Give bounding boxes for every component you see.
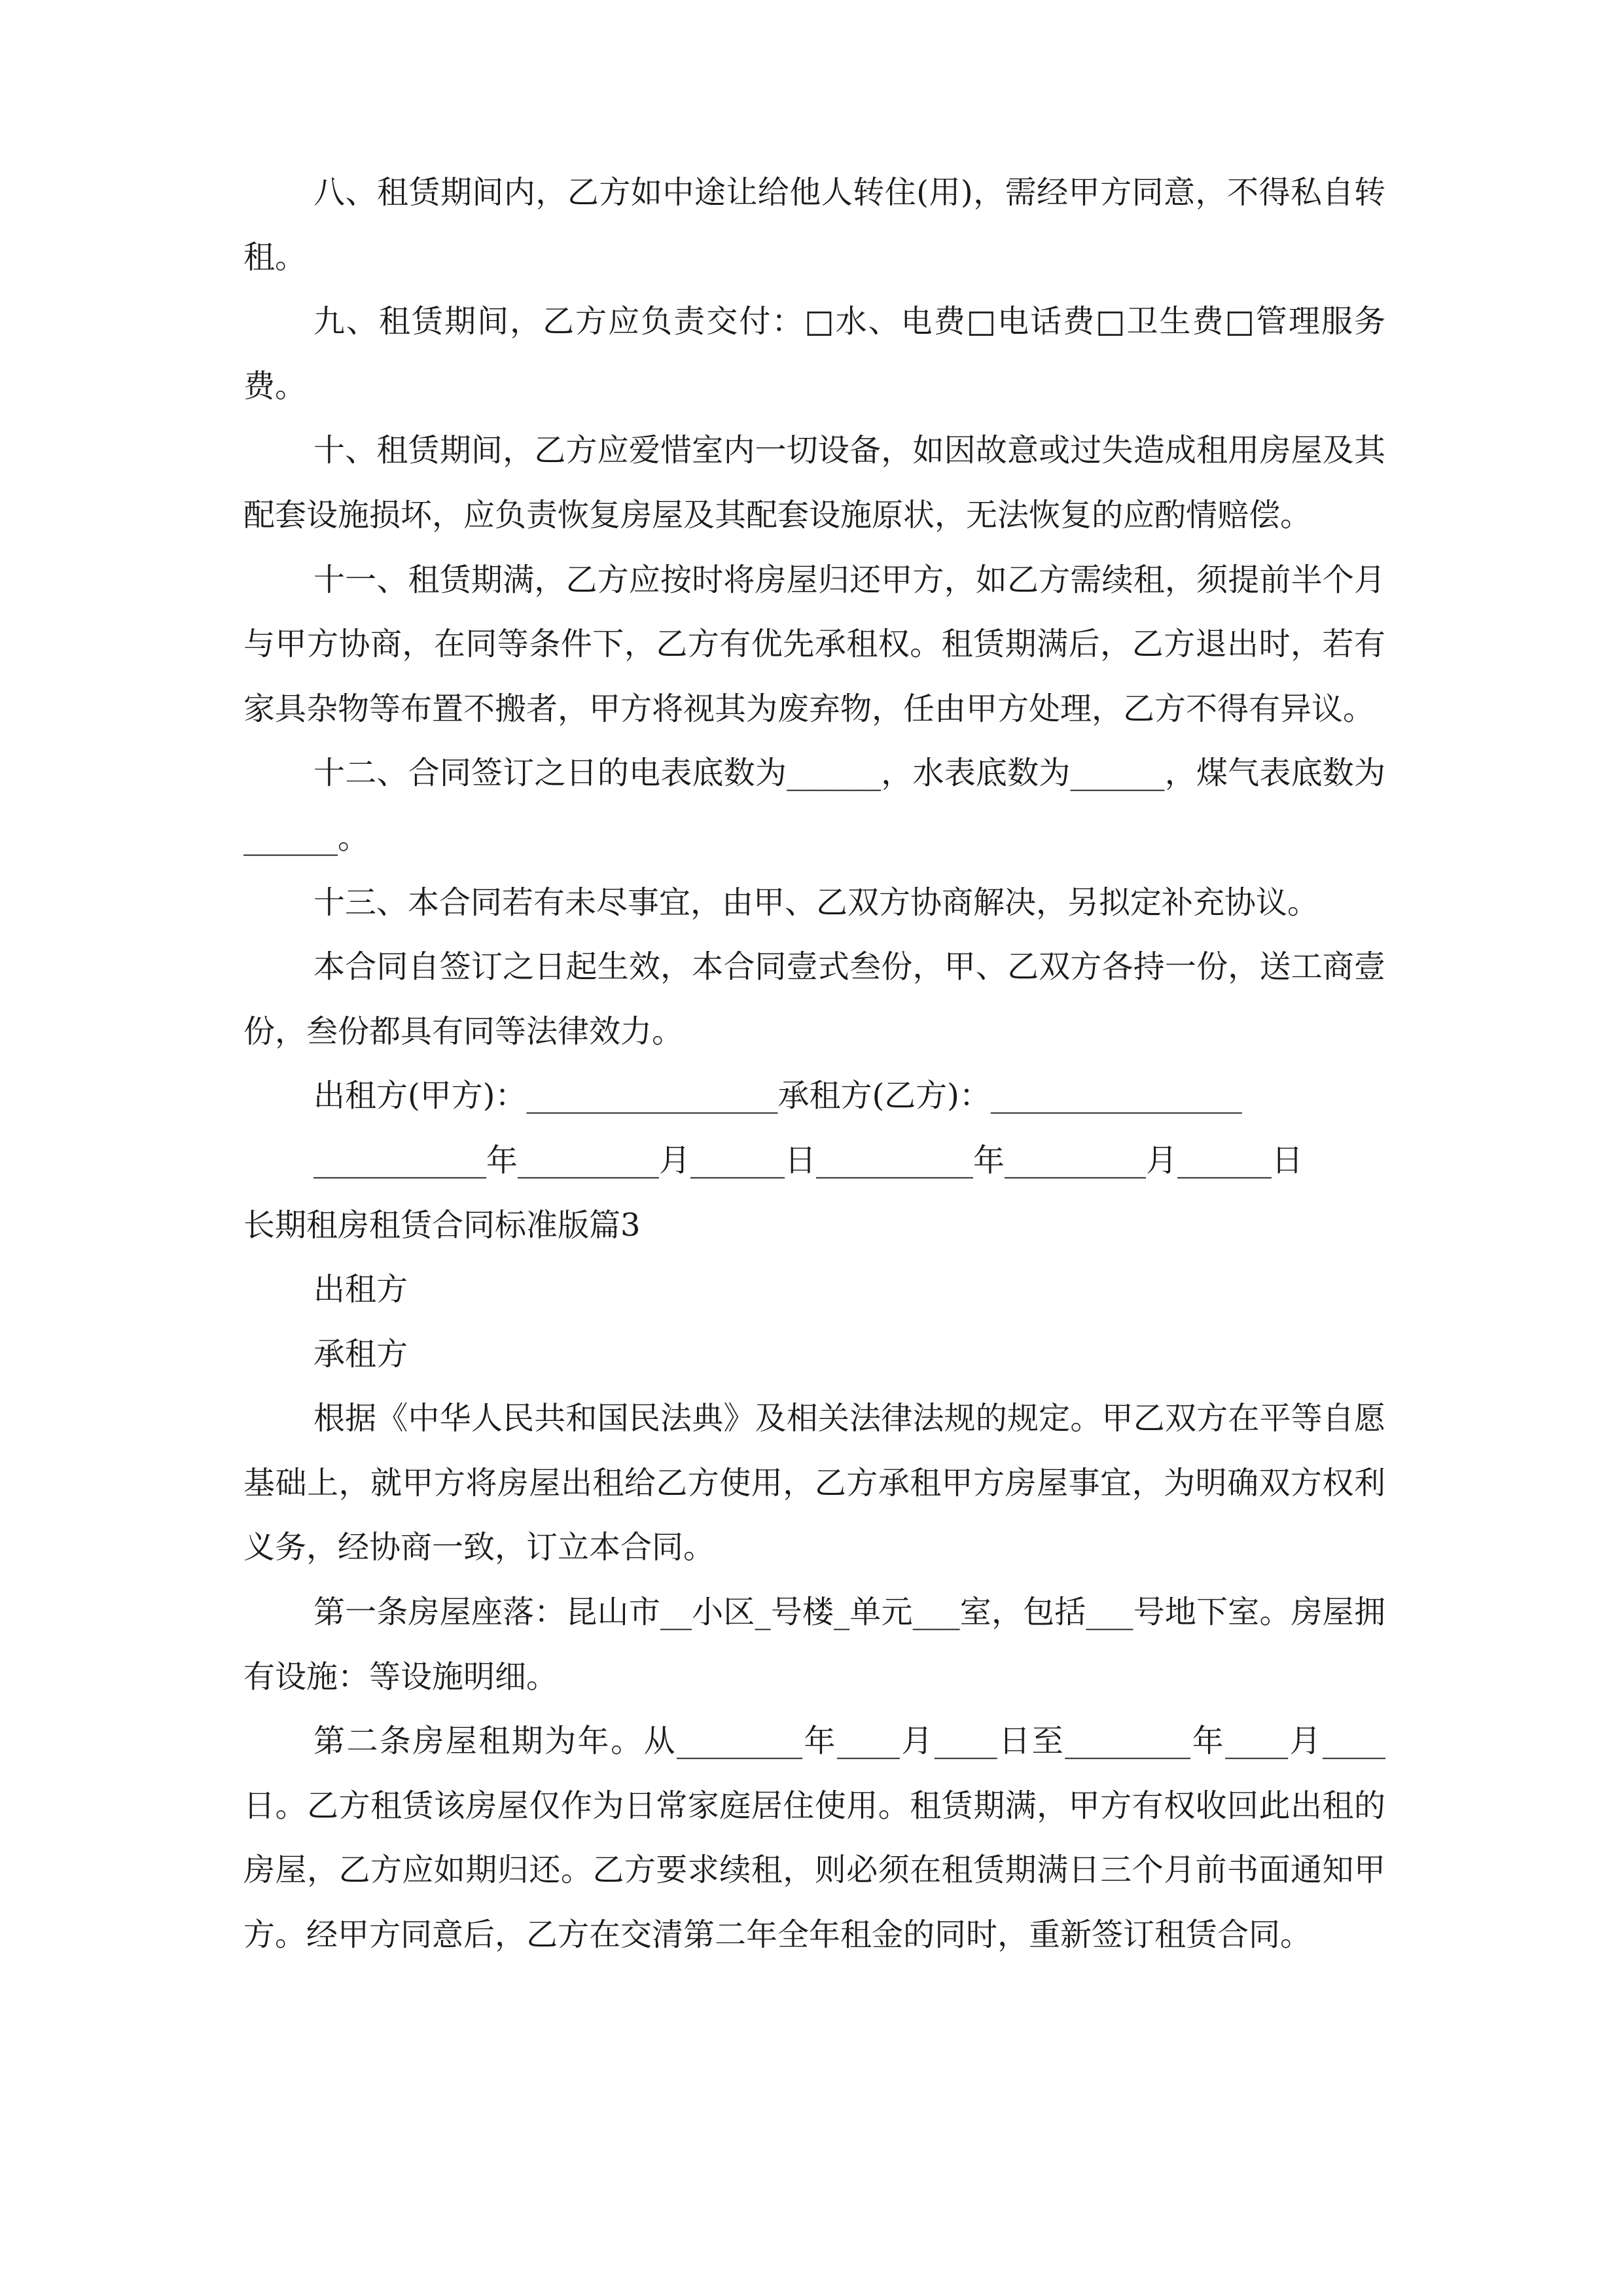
clause-9: 九、租赁期间，乙方应负责交付：□水、电费□电话费□卫生费□管理服务费。 — [243, 303, 1385, 404]
clause-10: 十、租赁期间，乙方应爱惜室内一切设备，如因故意或过失造成租用房屋及其配套设施损坏，应负责恢复房屋及其配套设施原状，无法恢复的应酌情赔偿。 — [243, 432, 1385, 533]
signature-parties-line: 出租方(甲方)：________________承租方(乙方)：________________ — [313, 1077, 1242, 1115]
lessee-label: 承租方 — [313, 1335, 408, 1372]
signature-date-line: ___________年_________月______日__________年_________月______日 — [313, 1141, 1304, 1179]
section-heading: 长期租房租赁合同标准版篇3 — [243, 1206, 641, 1244]
clause-8: 八、租赁期间内，乙方如中途让给他人转住(用)，需经甲方同意，不得私自转租。 — [243, 174, 1385, 276]
effectiveness-paragraph: 本合同自签订之日起生效，本合同壹式叁份，甲、乙双方各持一份，送工商壹份，叁份都具有同等法律效力。 — [243, 948, 1385, 1050]
article-2: 第二条房屋租期为年。从________年____月____日至________年____月____日。乙方租赁该房屋仅作为日常家庭居住使用。租赁期满，甲方有权收回此出租的房屋，乙方应如期归还。乙方要求续租，则必须在租赁期满日三个月前书面通知甲方。经甲方同意后，乙方在交清第二年全年租金的同时，重新签订租赁合同。 — [243, 1723, 1385, 1954]
article-1: 第一条房屋座落：昆山市__小区_号楼_单元___室，包括___号地下室。房屋拥有设施：等设施明细。 — [243, 1594, 1385, 1695]
preamble-paragraph: 根据《中华人民共和国民法典》及相关法律法规的规定。甲乙双方在平等自愿基础上，就甲方将房屋出租给乙方使用，乙方承租甲方房屋事宜，为明确双方权利义务，经协商一致，订立本合同。 — [243, 1400, 1385, 1566]
lessor-label: 出租方 — [313, 1271, 408, 1308]
clause-13: 十三、本合同若有未尽事宜，由甲、乙双方协商解决，另拟定补充协议。 — [313, 884, 1319, 921]
clause-11: 十一、租赁期满，乙方应按时将房屋归还甲方，如乙方需续租，须提前半个月与甲方协商，在同等条件下，乙方有优先承租权。租赁期满后，乙方退出时，若有家具杂物等布置不搬者，甲方将视其为废弃物，任由甲方处理，乙方不得有异议。 — [243, 561, 1385, 727]
document-body — [243, 160, 1385, 1967]
clause-12: 十二、合同签订之日的电表底数为______，水表底数为______，煤气表底数为______。 — [243, 755, 1385, 856]
